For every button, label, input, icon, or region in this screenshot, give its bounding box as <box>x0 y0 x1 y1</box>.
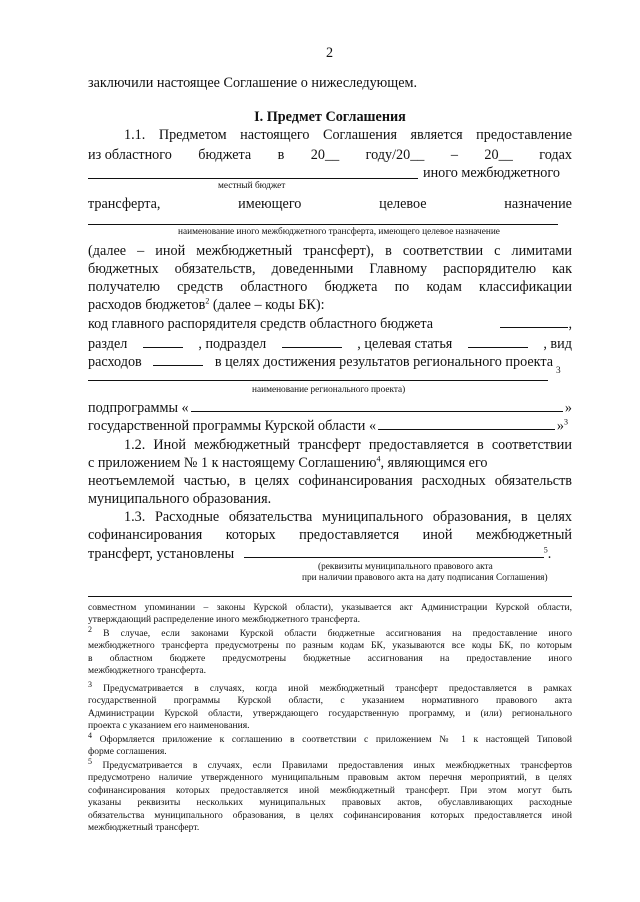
municipal-act-blank <box>244 544 544 558</box>
p11-line10: раздел , подраздел , целевая статья , вид <box>88 336 572 352</box>
footnote-2: $^2$ В случае, если законами Курской области бюджетные ассигнования на предоставление иного межбюджетного трансферта предусмотрены по разным кодам БК, указываются все коды БК, по которым в областном бюджете предусмотрены бюджетные ассигнования на предоставление иного межбюджетного трансферта. <box>88 624 572 677</box>
p11-line14: государственной программы Курской области « »$^3$ <box>88 417 568 434</box>
subprogram-blank <box>191 398 563 412</box>
p11-line11: расходов в целях достижения результатов регионального проекта <box>88 354 554 370</box>
footnote-separator <box>88 596 572 597</box>
p12-line3: неотъемлемой частью, в целях софинансирования расходных обязательств <box>88 473 572 489</box>
caption-regional-project: наименование регионального проекта) <box>252 385 406 395</box>
p12-line4: муниципального образования. <box>88 491 272 507</box>
section-title: I. Предмет Соглашения <box>254 109 406 125</box>
p12-line2: с приложением № 1 к настоящему Соглашению$^4$, являющимся его <box>88 454 488 471</box>
p11-line7: получателю средств областного бюджета по кодам классификации <box>88 279 572 295</box>
footnote-continuation: совместном упоминании – законы Курской области), указывается акт Администрации Курской области, утверждающий распределение иного межбюджетного трансферта. <box>88 602 572 626</box>
p13-caption2: при наличии правового акта на дату подписания Соглашения) <box>302 573 548 583</box>
p11-line8: расходов бюджетов$^2$ (далее – коды БК): <box>88 296 325 313</box>
p11-line5: (далее – иной межбюджетный трансферт), в соответствии с лимитами <box>88 243 572 259</box>
expense-type-blank <box>153 352 203 366</box>
p13-caption1: (реквизиты муниципального правового акта <box>318 562 493 572</box>
p13-line3: трансферт, установлены $^5$. <box>88 545 552 562</box>
subsection-blank <box>282 334 342 348</box>
target-article-blank <box>468 334 528 348</box>
caption-local-budget: местный бюджет <box>218 181 286 191</box>
footnote-5: $^5$ Предусматривается в случаях, если Правилами предоставления иных межбюджетных трансфертов предусмотрено наличие утвержденного муниципальным правовым актом перечня мероприятий, в целях софинансирования которых предоставляется иной межбюджетный трансферт. При этом могут быть указаны реквизиты нескольких муниципальных правовых актов, обуславливающих расходные обязательства муниципального образования, в целях софинансирования которых предоставляется иной межбюджетный трансферт. <box>88 756 572 834</box>
p11-line9: код главного распорядителя средств областного бюджета , <box>88 316 572 332</box>
p11-line1: 1.1. Предметом настоящего Соглашения является предоставление <box>124 127 572 143</box>
state-program-blank <box>378 416 555 430</box>
p11-line12-sup: 3 <box>556 366 561 376</box>
p13-line1: 1.3. Расходные обязательства муниципального образования, в целях <box>124 509 572 525</box>
footnote-4: $^4$ Оформляется приложение к соглашению в соответствии с приложением № 1 к настоящей Типовой форме соглашения. <box>88 730 572 758</box>
regional-project-blank-line <box>88 380 548 381</box>
local-budget-blank-line <box>88 178 418 179</box>
caption-transfer-name: наименование иного межбюджетного трансферта, имеющего целевое назначение <box>178 227 500 237</box>
p11-line6: бюджетных обязательств, доведенными Главному распорядителю как <box>88 261 572 277</box>
p12-line1: 1.2. Иной межбюджетный трансферт предоставляется в соответствии <box>124 437 572 453</box>
page-number: 2 <box>326 45 334 61</box>
p11-line3-tail: иного межбюджетного <box>423 165 560 181</box>
footnote-3: $^3$ Предусматривается в случаях, когда иной межбюджетный трансферт предоставляется в рамках государственной программы Курской области, с указанием нормативного правового акта Администрации Курской области, утверждающего государственную программу, и (или) регионального проекта с указанием его наименования. <box>88 679 572 732</box>
gr-code-blank <box>500 314 568 328</box>
section-blank <box>143 334 183 348</box>
p11-line13: подпрограммы « » <box>88 400 572 416</box>
p11-line4: трансферта, имеющего целевое назначение <box>88 196 572 212</box>
transfer-name-blank-line <box>88 224 558 225</box>
intro-line: заключили настоящее Соглашение о нижеследующем. <box>88 75 418 91</box>
p11-line2: из областного бюджета в 20__ году/20__ – 20__ годах <box>88 147 572 163</box>
p13-line2: софинансирования которых предоставляется иной межбюджетный <box>88 527 572 543</box>
